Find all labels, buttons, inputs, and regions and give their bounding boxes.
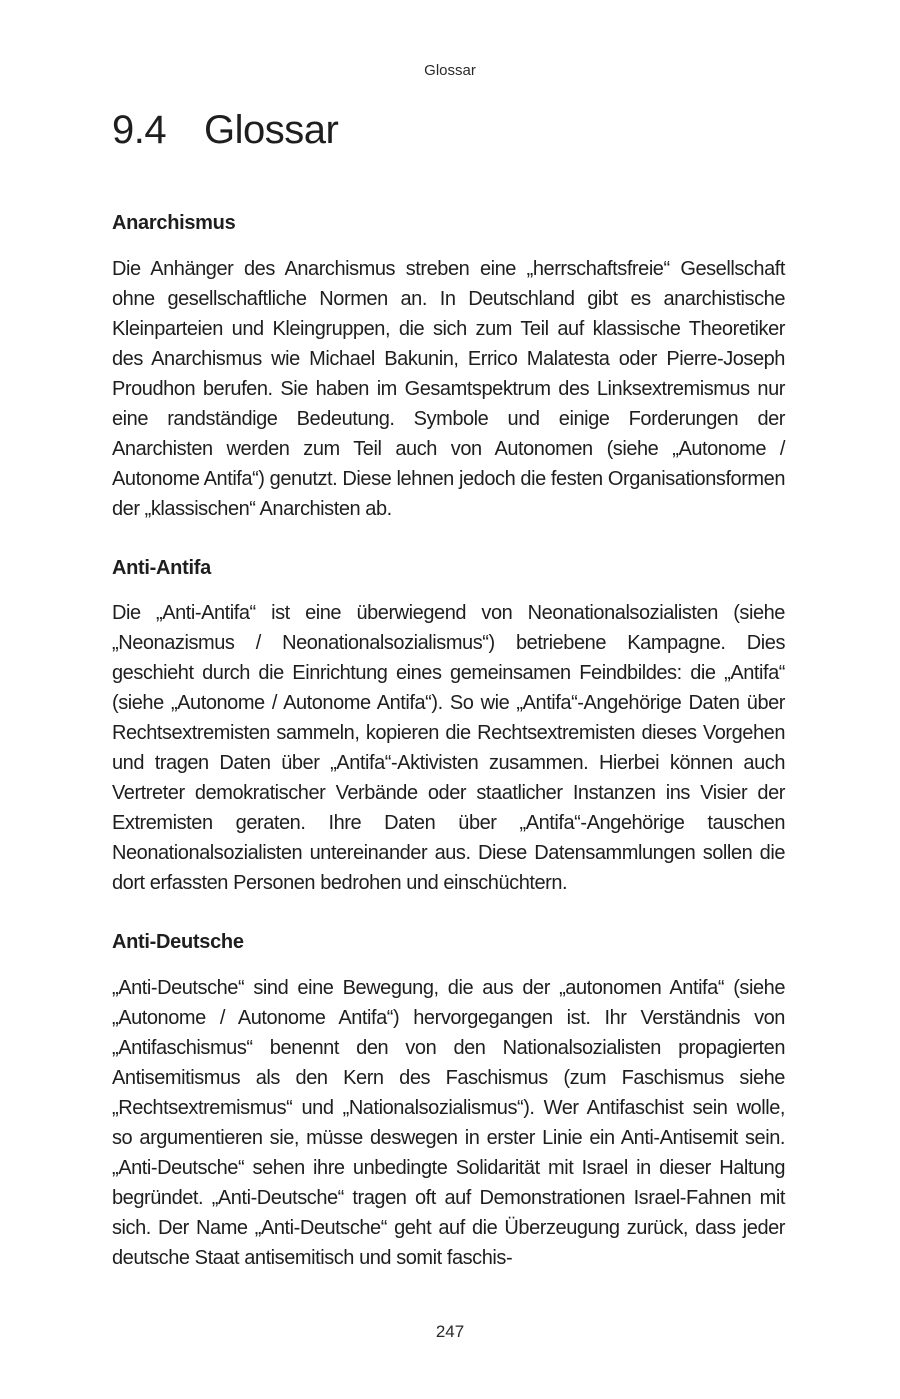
running-header: Glossar xyxy=(424,62,476,79)
glossary-definition: „Anti-Deutsche“ sind eine Bewegung, die aus der „autonomen Antifa“ (siehe „Autonome / Autonome Antifa“) hervorgegangen ist. Ihr Verständnis von „Antifaschismus“ benennt den von den Nationalsozialisten propagierten Antisemitismus als den Kern des Faschismus (zum Faschismus siehe „Rechtsextremismus“ und „Nationalsozialismus“). Wer Antifaschist sein wolle, so argumentieren sie, müsse deswegen in erster Linie ein Anti-Antisemit sein. „Anti-Deutsche“ sehen ihre unbedingte Solidarität mit Israel in dieser Haltung begründet. „Anti-Deutsche“ tragen oft auf Demonstrationen Israel-Fahnen mit sich. Der Name „Anti-Deutsche“ geht auf die Überzeugung zurück, dass jeder deutsche Staat antisemitisch und somit faschis- xyxy=(112,977,785,1269)
chapter-title xyxy=(112,104,338,156)
glossary-term: Anarchismus xyxy=(112,212,236,234)
glossary-definition: Die Anhänger des Anarchismus streben eine „herrschaftsfreie“ Gesellschaft ohne gesellschaftliche Normen an. In Deutschland gibt es anarchistische Kleinparteien und Kleingruppen, die sich zum Teil auf klassische Theoretiker des Anarchismus wie Michael Bakunin, Errico Malatesta oder Pierre-Joseph Proudhon berufen. Sie haben im Gesamtspektrum des Linksextremismus nur eine randständige Bedeutung. Symbole und einige Forderungen der Anarchisten werden zum Teil auch von Autonomen (siehe „Autonome / Autonome Antifa“) genutzt. Diese lehnen jedoch die festen Organisationsformen der „klassischen“ Anarchisten ab. xyxy=(112,258,785,520)
glossary-term: Anti-Deutsche xyxy=(112,931,244,953)
glossary-definition: Die „Anti-Antifa“ ist eine überwiegend von Neonationalsozialisten (siehe „Neonazismus / Neonationalsozialismus“) betriebene Kampagne. Dies geschieht durch die Einrichtung eines gemeinsamen Feindbildes: die „Antifa“ (siehe „Autonome / Autonome Antifa“). So wie „Antifa“-Angehörige Daten über Rechtsextremisten sammeln, kopieren die Rechtsextremisten dieses Vorgehen und tragen Daten über „Antifa“-Aktivisten zusammen. Hierbei können auch Vertreter demokratischer Verbände oder staatlicher Instanzen ins Visier der Extremisten geraten. Ihre Daten über „Antifa“-Angehörige tauschen Neonationalsozialisten untereinander aus. Diese Datensammlungen sollen die dort erfassten Personen bedrohen und einschüchtern. xyxy=(112,602,785,894)
chapter-number: 9.4 xyxy=(112,108,167,152)
chapter-title-text: Glossar xyxy=(204,108,339,152)
glossary-term: Anti-Antifa xyxy=(112,557,211,579)
page-number: 247 xyxy=(435,1322,465,1341)
